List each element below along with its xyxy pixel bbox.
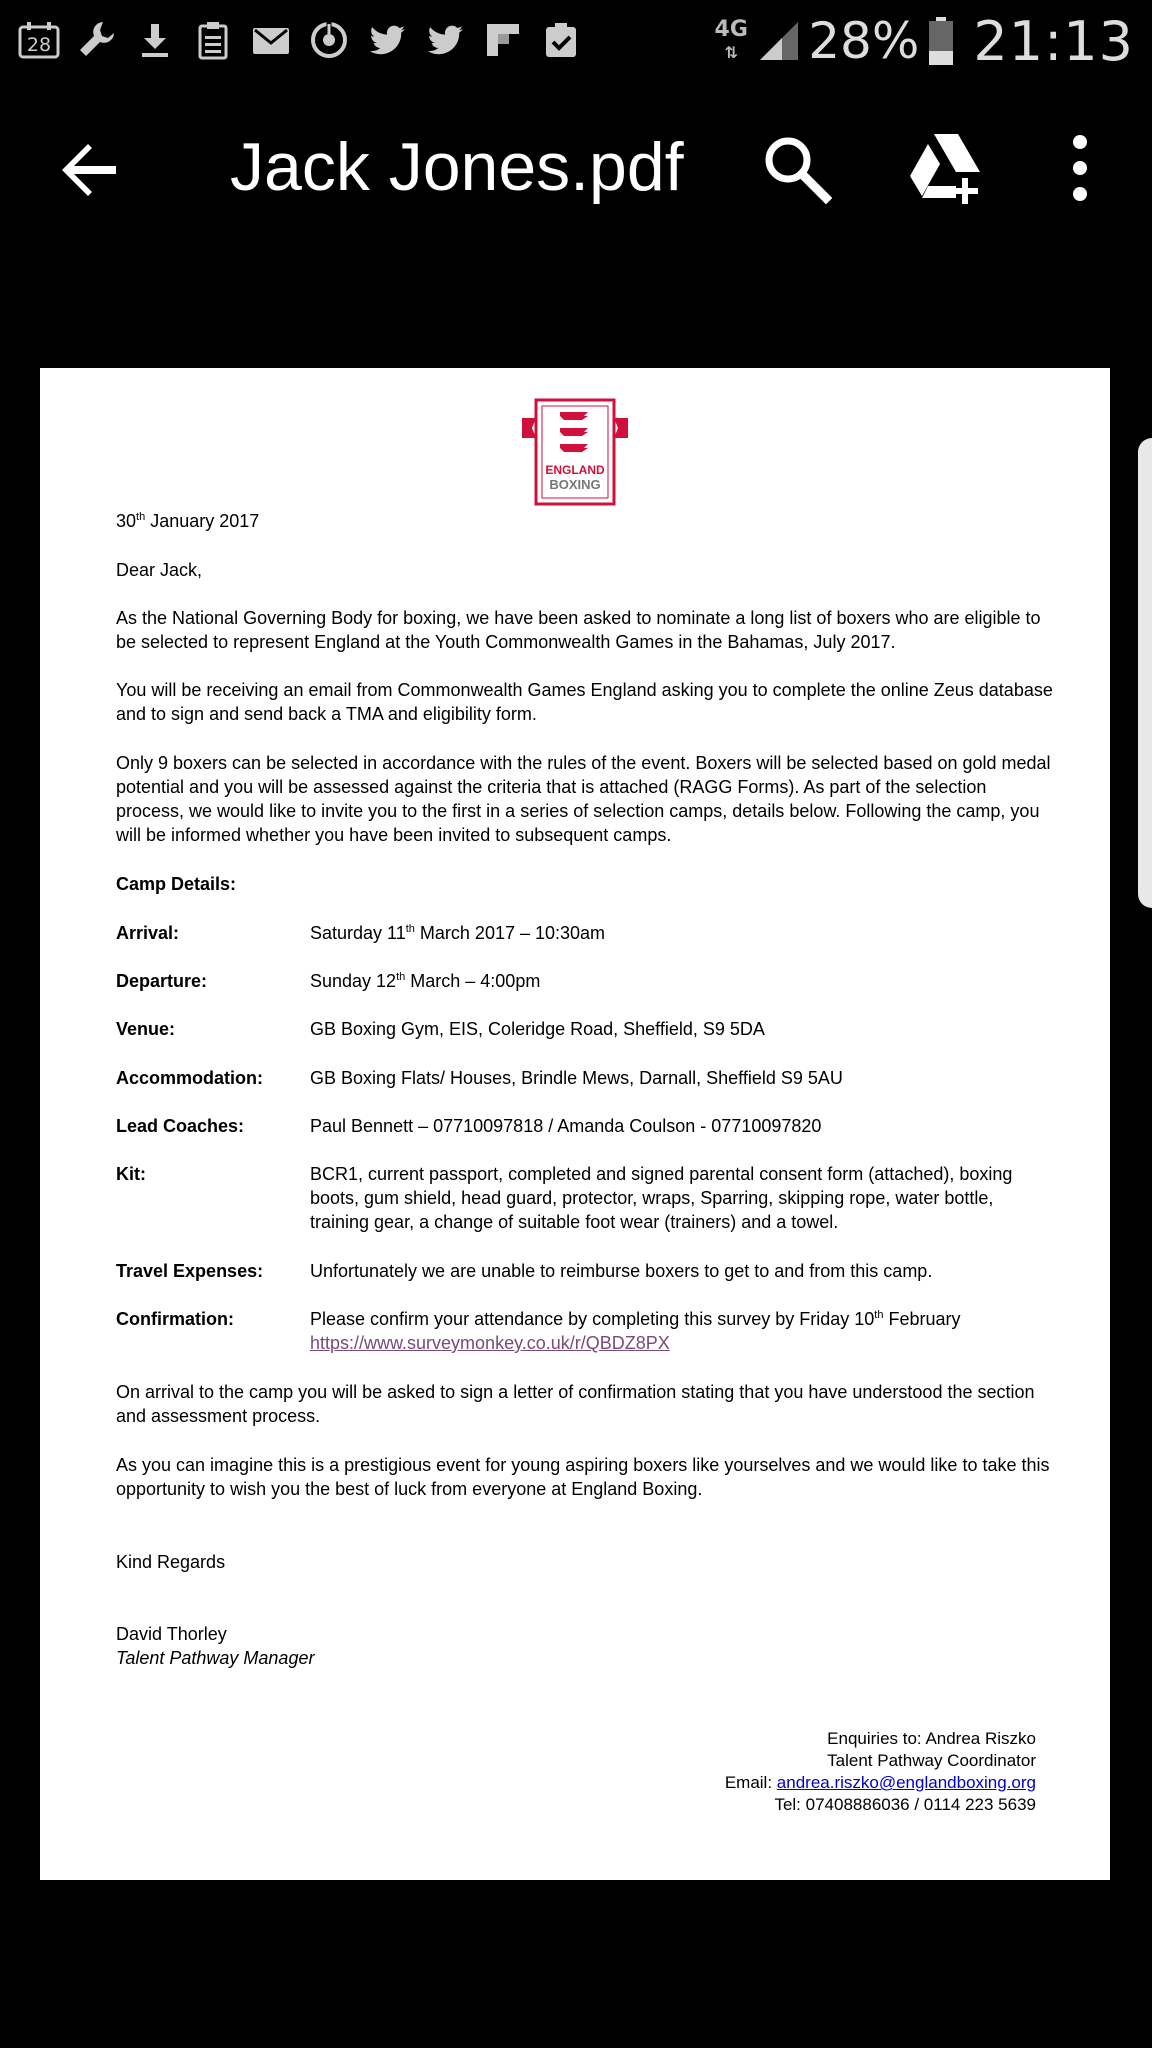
wrench-icon [68, 14, 126, 66]
lead-coaches-value: Paul Bennett – 07710097818 / Amanda Coulson - 07710097820 [310, 1116, 822, 1136]
battery-percent: 28% [808, 12, 920, 70]
lead-coaches-label: Lead Coaches: [116, 1116, 245, 1136]
departure-label: Departure: [116, 971, 208, 991]
back-arrow-icon[interactable] [56, 136, 124, 204]
notification-icons [10, 14, 590, 66]
enquiries-email: Email: andrea.riszko@englandboxing.org [724, 1773, 1036, 1792]
kit-label: Kit: [116, 1164, 146, 1184]
download-icon [126, 14, 184, 66]
confirmation-value: Please confirm your attendance by completing this survey by Friday 10th February https://www.surveymonkey.co.uk/r/QBDZ8PX [310, 1309, 961, 1353]
email-icon [242, 14, 300, 66]
battery-icon [929, 17, 953, 65]
letter-date: 30th January 2017 [116, 511, 260, 531]
calendar-icon [10, 14, 68, 66]
scroll-handle[interactable] [1138, 438, 1152, 908]
travel-expenses-label: Travel Expenses: [116, 1261, 264, 1281]
england-boxing-logo [520, 398, 630, 506]
clipboard-icon [184, 14, 242, 66]
closing: Kind Regards [116, 1552, 226, 1572]
sync-icon [300, 14, 358, 66]
document-title: Jack Jones.pdf [230, 129, 684, 205]
kit-value: BCR1, current passport, completed and signed parental consent form (attached), boxing boots, gum shield, head guard, protector, wraps, Sparring, skipping rope, water bottle, training gear, a change of suitable foot wear (trainers) and a towel. [310, 1164, 1013, 1232]
arrival-value: Saturday 11th March 2017 – 10:30am [310, 923, 606, 943]
twitter-icon [416, 14, 474, 66]
accommodation-value: GB Boxing Flats/ Houses, Brindle Mews, Darnall, Sheffield S9 5AU [310, 1068, 843, 1088]
add-to-drive-icon[interactable] [906, 130, 986, 206]
paragraph-2: You will be receiving an email from Commonwealth Games England asking you to complete the online Zeus database and to sign and send back a TMA and eligibility form. [116, 680, 1053, 724]
survey-link[interactable]: https://www.surveymonkey.co.uk/r/QBDZ8PX [310, 1333, 670, 1353]
clock: 21:13 [973, 9, 1134, 73]
paragraph-4: On arrival to the camp you will be asked to sign a letter of confirmation stating that you have understood the section and assessment process. [116, 1382, 1035, 1426]
task-icon [532, 14, 590, 66]
signer-name: David Thorley [116, 1624, 227, 1644]
search-icon[interactable] [760, 132, 832, 204]
enquiries-contact: Enquiries to: Andrea Riszko [827, 1729, 1036, 1748]
twitter-icon [358, 14, 416, 66]
venue-label: Venue: [116, 1019, 176, 1039]
arrival-label: Arrival: [116, 923, 180, 943]
accommodation-label: Accommodation: [116, 1068, 264, 1088]
pdf-page [40, 368, 1110, 1880]
enquiries-role: Talent Pathway Coordinator [827, 1751, 1036, 1770]
flipboard-icon [474, 14, 532, 66]
enquiries-block [725, 1728, 1036, 1816]
app-bar [0, 100, 1152, 236]
paragraph-5: As you can imagine this is a prestigious event for young aspiring boxers like yourselves and we would like to take this opportunity to wish you the best of luck from everyone at England Boxing. [116, 1455, 1050, 1499]
camp-details-heading: Camp Details: [116, 874, 237, 894]
confirmation-label: Confirmation: [116, 1309, 234, 1329]
more-options-icon[interactable] [1060, 132, 1100, 204]
paragraph-1: As the National Governing Body for boxing, we have been asked to nominate a long list of boxers who are eligible to be selected to represent England at the Youth Commonwealth Games in the Bahamas, July 2017. [116, 608, 1041, 652]
signer-title: Talent Pathway Manager [116, 1648, 315, 1668]
departure-value: Sunday 12th March – 4:00pm [310, 971, 541, 991]
paragraph-3: Only 9 boxers can be selected in accordance with the rules of the event. Boxers will be selected based on gold medal potential and you will be assessed against the criteria that is attached (RAGG Forms). As part of the selection process, we would like to invite you to the first in a series of selection camps, details below. Following the camp, you will be informed whether you have been invited to subsequent camps. [116, 753, 1051, 845]
network-type: 4G ⇅ [714, 16, 748, 62]
calendar-day: 28 [26, 34, 52, 56]
signal-icon [756, 18, 802, 64]
logo-text-england: ENGLAND [545, 463, 605, 477]
status-bar [0, 0, 1152, 80]
email-link[interactable]: andrea.riszko@englandboxing.org [776, 1773, 1036, 1792]
enquiries-tel: Tel: 07408886036 / 0114 223 5639 [774, 1795, 1036, 1814]
greeting: Dear Jack, [116, 560, 203, 580]
logo-text-boxing: BOXING [549, 477, 601, 492]
venue-value: GB Boxing Gym, EIS, Coleridge Road, Sheffield, S9 5DA [310, 1019, 765, 1039]
travel-expenses-value: Unfortunately we are unable to reimburse boxers to get to and from this camp. [310, 1261, 933, 1281]
